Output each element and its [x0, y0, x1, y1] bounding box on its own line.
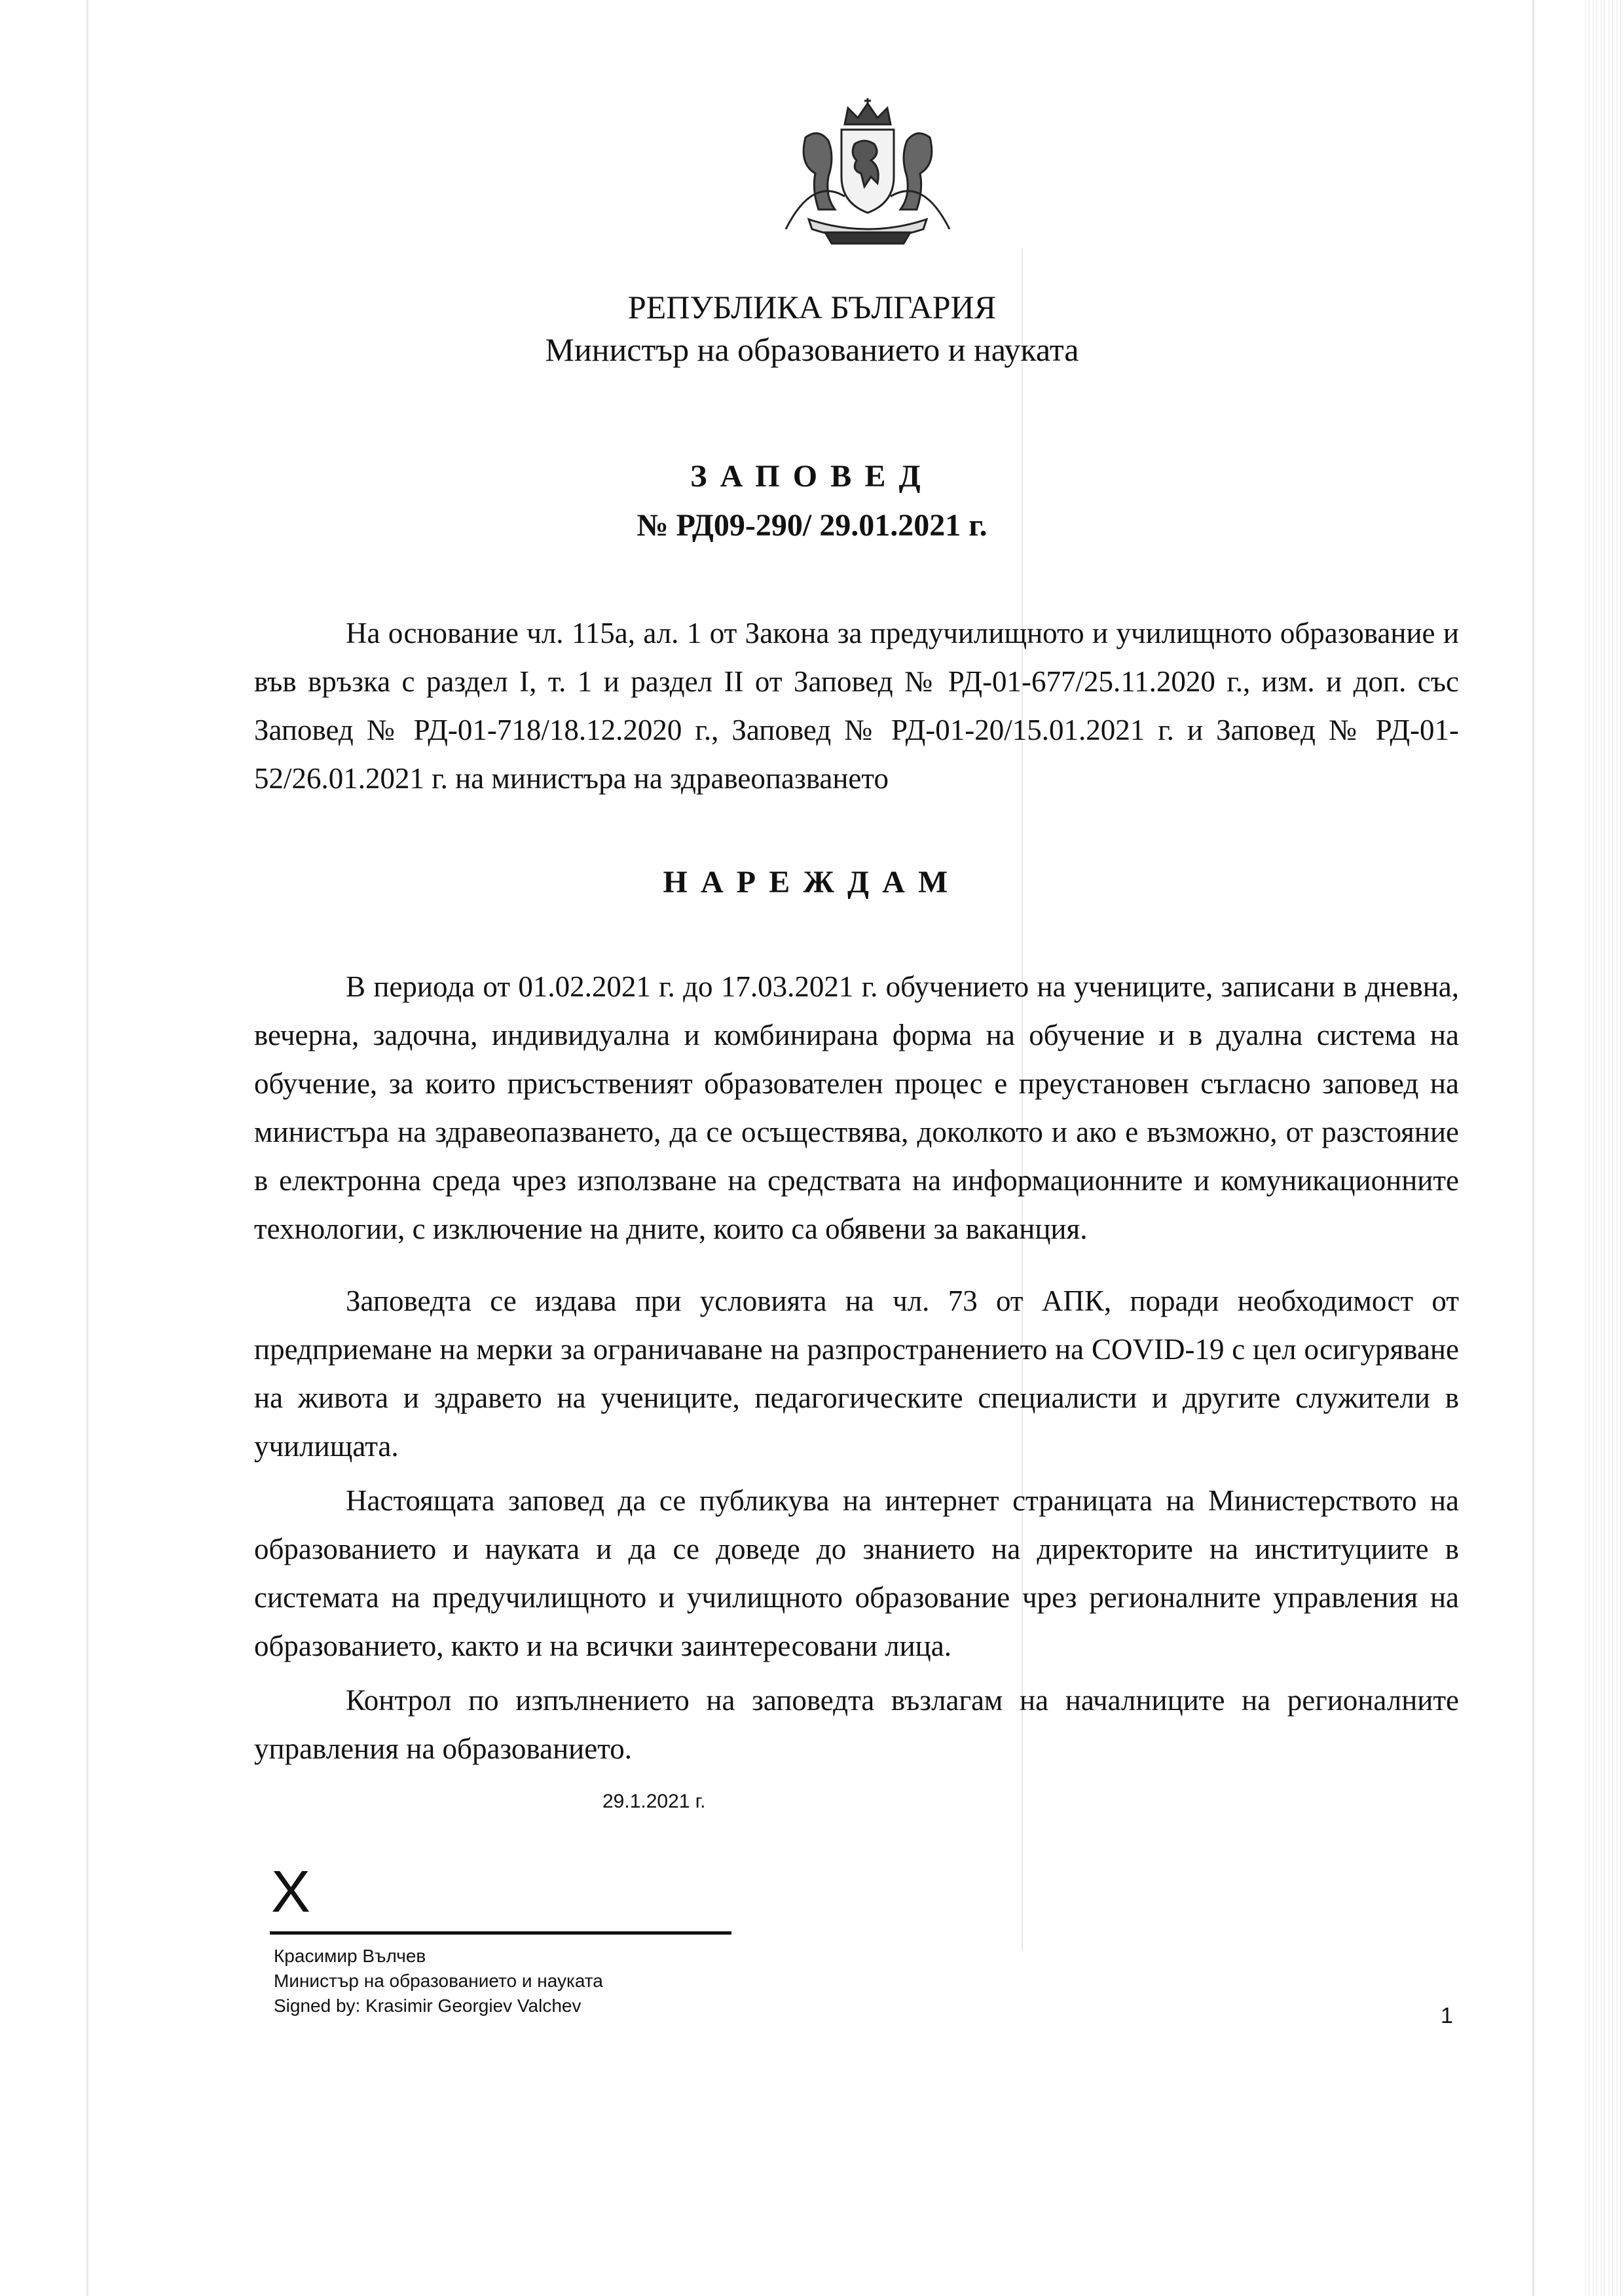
order-number: № РД09-290/ 29.01.2021 г.: [637, 508, 987, 543]
signature-mark: X: [271, 1859, 311, 1925]
decree-heading: НАРЕЖДАМ: [663, 865, 961, 900]
page-number: 1: [1441, 2003, 1453, 2028]
country-heading: РЕПУБЛИКА БЪЛГАРИЯ: [627, 289, 997, 325]
paragraph-1: В периода от 01.02.2021 г. до 17.03.2021 г. обучението на учениците, записани в дневна, вечерна, задочна, индивидуална и комбинирана форма на обучение и в дуална система на обучение, за които присъственият образователен процес е преустановен съгласно заповед на министъра на здравеопазването, да се осъществява, доколкото и ако е възможно, от разстояние в електронна среда чрез използване на средствата на информационните и комуникационните технологии, с изключение на дните, които са обявени за ваканция.: [254, 970, 1459, 1245]
signature-line: [270, 1931, 731, 1935]
paragraph-4: Контрол по изпълнението на заповедта възлагам на началниците на регионалните управления на образованието.: [254, 1684, 1459, 1765]
signed-by: Signed by: Krasimir Georgiev Valchev: [274, 1995, 581, 2016]
order-title: ЗАПОВЕД: [690, 459, 934, 494]
institution-heading: Министър на образованието и науката: [545, 331, 1079, 368]
basis-text: На основание чл. 115а, ал. 1 от Закона за предучилищното и училищното образование и във връзка с раздел I, т. 1 и раздел II от Заповед № РД-01-677/25.11.2020 г., изм. и доп. със Заповед № РД-01-718/18.12.2020 г., Заповед № РД-01-20/15.01.2021 г. и Заповед № РД-01-52/26.01.2021 г. на министъра на здравеопазването: [254, 617, 1459, 795]
coat-of-arms-icon: [773, 98, 963, 249]
signature-date: 29.1.2021 г.: [602, 1791, 706, 1812]
paragraph-2: Заповедта се издава при условията на чл. 73 от АПК, поради необходимост от предприемане на мерки за ограничаване на разпространението на COVID-19 с цел осигуряване на живота и здравето на учениците, педагогическите специалисти и другите служители в училищата.: [254, 1285, 1459, 1463]
signer-name: Красимир Вълчев: [274, 1946, 426, 1966]
basis-paragraph: [254, 609, 1459, 803]
paragraph-3: Настоящата заповед да се публикува на интернет страницата на Министерството на образованието и науката и да се доведе до знанието на директорите на институциите в системата на предучилищното и училищното образование чрез регионалните управления на образованието, както и на всички заинтересовани лица.: [254, 1484, 1459, 1662]
signer-position: Министър на образованието и науката: [274, 1971, 603, 1991]
